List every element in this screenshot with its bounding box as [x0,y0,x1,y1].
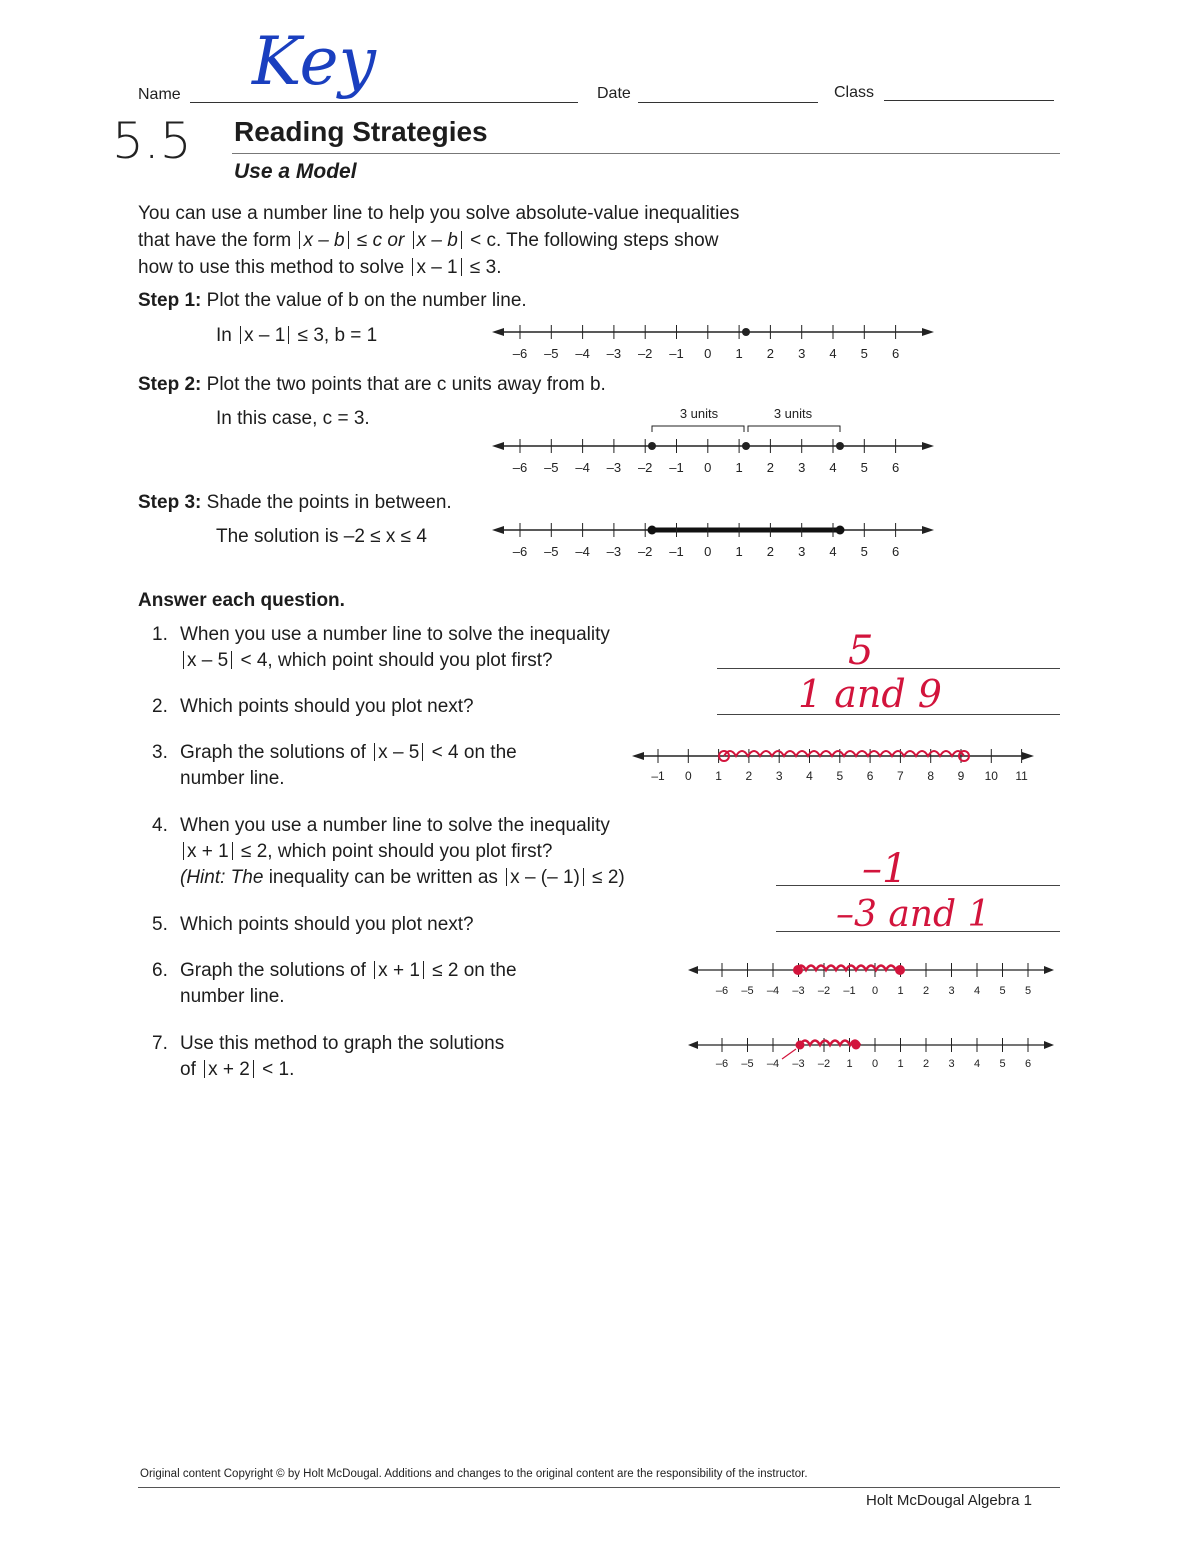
tick-label: 10 [984,769,998,783]
tick-label: 5 [1024,985,1032,997]
bracket-label-left: 3 units [679,406,719,421]
tick-label: –6 [715,985,729,997]
question-1: 1. When you use a number line to solve the inequality x – 5 < 4, which point should you plot first? [152,624,610,671]
answer-4: –1 [862,846,908,892]
tick-label: 11 [1015,769,1028,783]
tick-label: 3 [798,346,806,361]
closed-point-minus-3 [793,965,803,975]
tick-label: –4 [575,460,590,475]
page-subtitle: Use a Model [234,160,357,183]
tick-label: 4 [829,346,837,361]
tick-label: 5 [860,346,868,361]
tick-label: 5 [836,769,844,783]
tick-label: 1 [897,985,904,997]
date-label: Date [597,85,631,102]
name-handwritten: Key [252,23,376,100]
tick-label: –6 [715,1058,729,1070]
intro-paragraph [138,200,858,281]
tick-label: –1 [651,769,665,783]
step-2: Step 2: Plot the two points that are c units away from b. [138,374,606,395]
point-minus-2 [648,442,656,450]
question-6: 6. Graph the solutions of x + 1 ≤ 2 on the number line. [152,960,517,1007]
tick-label: –3 [606,544,622,559]
tick-label: 0 [704,544,712,559]
title-rule [232,153,1060,154]
question-7: 7. Use this method to graph the solutions of x + 2 < 1. [152,1033,505,1080]
class-label: Class [834,84,875,101]
answer-line-4 [776,885,1060,886]
question-4: 4. When you use a number line to solve the inequality x + 1 ≤ 2, which point should you plot first? (Hint: The inequality can be written as x – (– 1) ≤ 2) [152,815,625,888]
intro-line-3: how to use this method to solve x – 1 ≤ 3. [138,257,502,278]
point-minus-1 [852,1041,861,1050]
tick-label: –2 [637,544,653,559]
tick-label: –6 [512,346,528,361]
tick-label: –5 [741,985,754,997]
step-3-detail: The solution is –2 ≤ x ≤ 4 [216,526,427,547]
tick-label: 4 [973,985,981,997]
tick-label: 2 [766,346,775,361]
tick-label: –4 [766,985,780,997]
question-3: 3. Graph the solutions of x – 5 < 4 on the number line. [152,742,517,789]
tick-label: –6 [512,460,528,475]
tick-label: –5 [544,544,559,559]
number-line-q3 [630,742,1040,786]
tick-label: 5 [999,1058,1006,1070]
class-line [884,100,1054,101]
tick-label: 0 [871,1058,879,1070]
tick-label: –1 [843,985,856,997]
point-b [742,328,750,336]
tick-label: 2 [766,460,775,475]
footer-rule [138,1487,1060,1488]
tick-label: 8 [927,769,935,783]
tick-label: 0 [704,460,712,475]
tick-label: 0 [871,985,879,997]
tick-label: 2 [922,985,930,997]
tick-label: 9 [957,769,965,783]
shaded-solution-q6 [796,966,896,971]
question-2: 2. Which points should you plot next? [152,696,474,717]
tick-label: 5 [860,460,868,475]
footer-copyright: Original content Copyright © by Holt McDougal. Additions and changes to the original content are the responsibility of the instructor. [140,1468,808,1480]
answer-2: 1 and 9 [798,672,942,716]
step-1-detail: In x – 1 ≤ 3, b = 1 [216,325,378,346]
intro-line-2: that have the form x – b ≤ c or x – b < c. The following steps show [138,230,719,251]
tick-label: 6 [866,769,874,783]
bracket-label-right: 3 units [773,406,813,421]
date-line [638,102,818,103]
tick-label: 1 [897,1058,904,1070]
tick-label: 1 [715,769,722,783]
tick-label: 2 [766,544,775,559]
step-2-detail: In this case, c = 3. [216,408,370,429]
tick-label: 6 [1024,1058,1032,1070]
number-line-q7 [686,1033,1060,1073]
tick-label: 3 [798,460,806,475]
tick-label: 6 [891,544,900,559]
tick-label: –2 [637,460,653,475]
tick-label: 0 [704,346,712,361]
tick-label: 7 [897,769,904,783]
tick-label: 1 [735,544,743,559]
tick-label: 4 [806,769,813,783]
tick-label: 2 [745,769,753,783]
tick-label: –3 [792,1058,805,1070]
tick-label: 0 [684,769,692,783]
tick-label: –5 [544,460,559,475]
tick-label: 1 [735,346,743,361]
tick-label: –5 [741,1058,754,1070]
number-line-step-2 [490,402,940,476]
point-4 [836,526,845,535]
number-line-q6 [686,958,1060,998]
tick-label: –2 [637,346,653,361]
point-minus-3 [796,1041,805,1050]
tick-label: 5 [860,544,868,559]
section-number: 5.5 [112,112,192,170]
name-line [190,102,578,103]
tick-label: 1 [846,1058,853,1070]
tick-label: –2 [817,1058,831,1070]
number-line-step-3 [490,516,940,564]
tick-label: –6 [512,544,528,559]
tick-label: –5 [544,346,559,361]
tick-label: –4 [766,1058,780,1070]
tick-label: 4 [973,1058,981,1070]
number-line-step-1 [490,318,940,366]
step-1: Step 1: Plot the value of b on the number line. [138,290,527,311]
point-minus-2 [648,526,657,535]
tick-label: 3 [798,544,806,559]
tick-label: 4 [829,460,837,475]
tick-label: –4 [575,346,590,361]
tick-label: 6 [891,460,900,475]
tick-label: 3 [948,985,955,997]
tick-label: –3 [606,346,622,361]
name-label: Name [138,86,181,103]
tick-label: –3 [792,985,805,997]
tick-label: –1 [669,544,684,559]
tick-label: –3 [606,460,622,475]
answer-1: 5 [848,628,874,674]
tick-label: 3 [948,1058,955,1070]
point-4 [836,442,844,450]
tick-label: 2 [922,1058,930,1070]
intro-line-1: You can use a number line to help you solve absolute-value inequalities [138,203,740,224]
tick-label: –1 [669,460,684,475]
shaded-solution-q3 [724,751,964,756]
tick-label: 6 [891,346,900,361]
tick-label: 4 [829,544,837,559]
question-5: 5. Which points should you plot next? [152,914,474,935]
questions-header: Answer each question. [138,590,345,611]
shaded-solution-q7 [800,1041,860,1046]
point-1 [742,442,750,450]
tick-label: –2 [817,985,831,997]
answer-line-1 [717,668,1060,669]
tick-label: –4 [575,544,590,559]
answer-5: –3 and 1 [836,894,991,935]
tick-label: 5 [999,985,1006,997]
tick-label: –1 [669,346,684,361]
page-title: Reading Strategies [234,116,488,147]
closed-point-1 [895,965,905,975]
step-3: Step 3: Shade the points in between. [138,492,452,513]
footer-book: Holt McDougal Algebra 1 [866,1492,1032,1509]
tick-label: 1 [735,460,743,475]
tick-label: 3 [775,769,783,783]
